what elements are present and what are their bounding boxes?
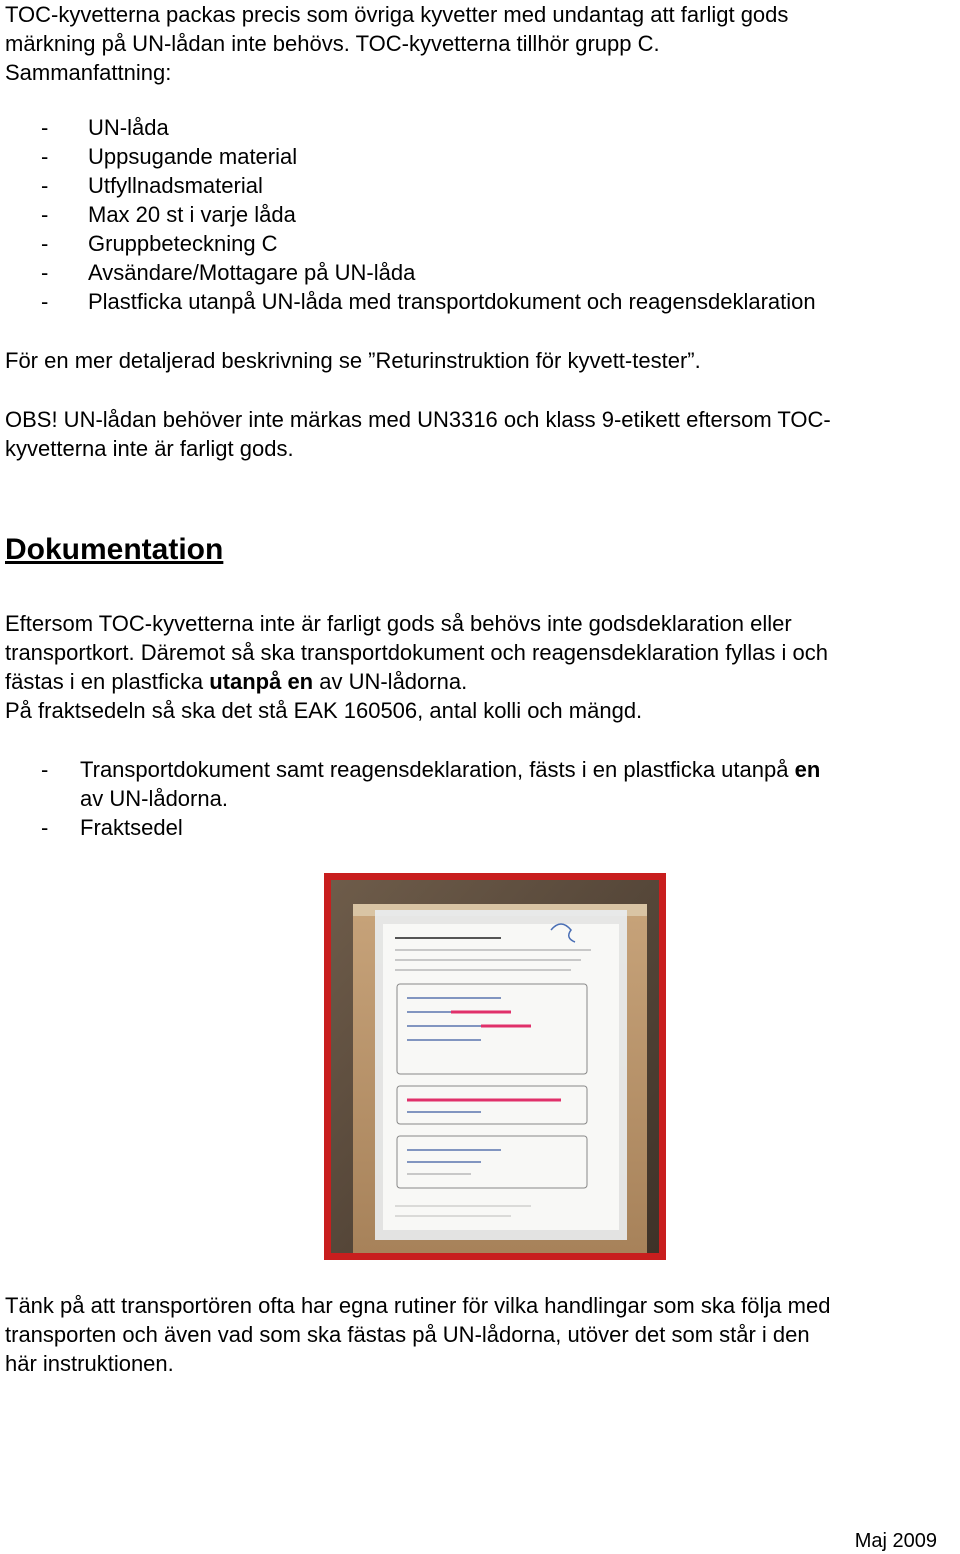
list-item-continuation: av UN-lådorna. <box>80 786 228 811</box>
doc-para-line-1: Eftersom TOC-kyvetterna inte är farligt gods så behövs inte godsdeklaration eller <box>5 611 792 636</box>
list-item: Utfyllnadsmaterial <box>88 173 263 198</box>
list-dash: - <box>41 173 49 198</box>
doc-para-line-3 <box>5 667 467 696</box>
list-item: Gruppbeteckning C <box>88 231 278 256</box>
closing-line-2: transporten och även vad som ska fästas på UN-lådorna, utöver det som står i den <box>5 1322 810 1347</box>
list-dash: - <box>41 202 49 227</box>
photo-frame <box>324 873 666 1260</box>
intro-line-2: märkning på UN-lådan inte behövs. TOC-kyvetterna tillhör grupp C. <box>5 31 660 56</box>
obs-line-1: OBS! UN-lådan behöver inte märkas med UN3316 och klass 9-etikett eftersom TOC- <box>5 407 831 432</box>
doc-para-line-4: På fraktsedeln så ska det stå EAK 160506, antal kolli och mängd. <box>5 698 643 723</box>
list-item: Plastficka utanpå UN-låda med transportdokument och reagensdeklaration <box>88 289 816 314</box>
text-run: fästas i en plastficka <box>5 669 210 694</box>
list-dash: - <box>41 231 49 256</box>
list-dash: - <box>41 260 49 285</box>
footer-date: Maj 2009 <box>854 1530 937 1552</box>
intro-line-1: TOC-kyvetterna packas precis som övriga kyvetter med undantag att farligt gods <box>5 2 789 27</box>
text-run: av UN-lådorna. <box>313 669 468 694</box>
emphasis-text: en <box>794 757 821 782</box>
emphasis-text: utanpå en <box>209 669 314 694</box>
closing-line-3: här instruktionen. <box>5 1351 174 1376</box>
detail-note: För en mer detaljerad beskrivning se ”Returinstruktion för kyvett-tester”. <box>5 348 701 373</box>
list-dash: - <box>41 289 49 314</box>
text-run: Transportdokument samt reagensdeklaration, fästs i en plastficka utanpå <box>80 757 795 782</box>
box-photo <box>331 880 659 1253</box>
list-item: Fraktsedel <box>80 815 183 840</box>
section-title: Dokumentation <box>5 533 224 566</box>
list-dash: - <box>41 115 49 140</box>
list-item <box>80 755 820 784</box>
list-item: Uppsugande material <box>88 144 298 169</box>
closing-line-1: Tänk på att transportören ofta har egna rutiner för vilka handlingar som ska följa med <box>5 1293 831 1318</box>
list-dash: - <box>41 757 49 782</box>
list-item: UN-låda <box>88 115 169 140</box>
list-dash: - <box>41 144 49 169</box>
box-photo-illustration <box>331 880 659 1253</box>
list-item: Max 20 st i varje låda <box>88 202 296 227</box>
list-dash: - <box>41 815 49 840</box>
list-item: Avsändare/Mottagare på UN-låda <box>88 260 416 285</box>
obs-line-2: kyvetterna inte är farligt gods. <box>5 436 294 461</box>
intro-line-3: Sammanfattning: <box>5 60 172 85</box>
doc-para-line-2: transportkort. Däremot så ska transportdokument och reagensdeklaration fyllas i och <box>5 640 828 665</box>
